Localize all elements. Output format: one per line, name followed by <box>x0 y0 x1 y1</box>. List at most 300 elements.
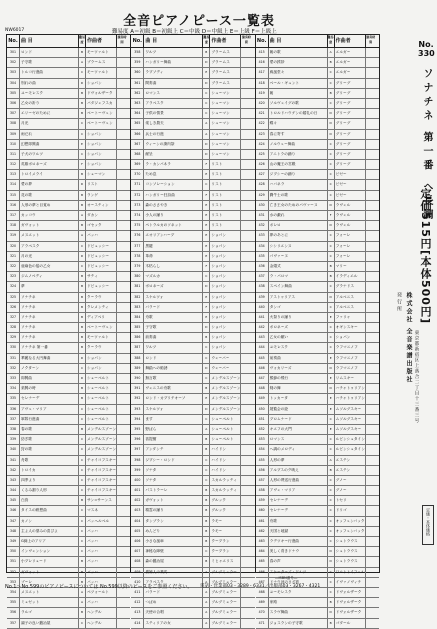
difficulty: C <box>203 466 210 475</box>
row-number: 448 <box>256 384 269 393</box>
difficulty: B <box>79 48 86 57</box>
difficulty: C <box>79 119 86 128</box>
row-number: 391 <box>131 384 144 393</box>
difficulty: E <box>203 313 210 322</box>
row-number: 441 <box>256 313 269 322</box>
row-number: 334 <box>7 384 20 393</box>
piece-title: 朝の歌 <box>269 48 328 57</box>
row-number: 407 <box>131 547 144 556</box>
row-number: 399 <box>131 466 144 475</box>
table-row <box>7 537 130 547</box>
duration <box>366 476 376 485</box>
composer: サティ <box>86 272 117 281</box>
table-row <box>131 303 254 313</box>
piece-title: 月の光 <box>20 252 79 261</box>
row-number: 340 <box>7 445 20 454</box>
column-header: 曲 目 <box>144 35 203 47</box>
piece-title: 人形の夢と目覚め <box>20 201 79 210</box>
column-header: 難易度 <box>79 35 86 47</box>
composer: グノー <box>335 486 366 495</box>
difficulty: D <box>328 293 335 302</box>
difficulty: C <box>328 415 335 424</box>
row-number: 311 <box>7 150 20 159</box>
table-row <box>7 557 130 567</box>
table-row <box>7 415 130 425</box>
difficulty: F <box>203 262 210 271</box>
table-row <box>131 48 254 58</box>
composer: ファリャ <box>335 313 366 322</box>
composer: リスト <box>210 170 241 179</box>
composer: ウェーバー <box>210 364 241 373</box>
difficulty: B <box>79 272 86 281</box>
composer: ショパン <box>86 130 117 139</box>
difficulty: B <box>328 58 335 67</box>
difficulty: C <box>203 109 210 118</box>
row-number: 393 <box>131 405 144 414</box>
table-row <box>256 506 379 516</box>
piece-title: 春の歌 <box>20 425 79 434</box>
piece-title: 舟歌 <box>269 517 328 526</box>
difficulty: B <box>203 445 210 454</box>
row-number: 400 <box>131 476 144 485</box>
duration <box>117 68 127 77</box>
row-number: 320 <box>7 242 20 251</box>
row-number: 396 <box>131 435 144 444</box>
row-number: 446 <box>256 364 269 373</box>
page-title: 全音ピアノピース一覧表 <box>123 14 275 29</box>
duration <box>366 282 376 291</box>
difficulty: F <box>203 303 210 312</box>
row-number: 382 <box>131 293 144 302</box>
row-number: 327 <box>7 313 20 322</box>
table-row <box>131 384 254 394</box>
difficulty: A <box>203 119 210 128</box>
difficulty: C <box>79 456 86 465</box>
piece-title: ロマンス <box>269 435 328 444</box>
piece-title: バラード <box>144 303 203 312</box>
table-row <box>131 221 254 231</box>
piece-title: アンダンテ <box>144 445 203 454</box>
duration <box>241 252 251 261</box>
composer: バッハ <box>86 568 117 577</box>
difficulty: B <box>79 313 86 322</box>
table-row <box>256 323 379 333</box>
composer: メンデルスゾーン <box>86 425 117 434</box>
duration <box>366 191 376 200</box>
piece-title: カッコウ <box>20 211 79 220</box>
table-row <box>7 170 130 180</box>
duration <box>366 323 376 332</box>
table-row <box>7 109 130 119</box>
duration <box>117 354 127 363</box>
row-number: 418 <box>256 79 269 88</box>
piece-title: エリーゼのために <box>20 109 79 118</box>
composer: シューベルト <box>86 384 117 393</box>
row-number: 368 <box>131 150 144 159</box>
table-row <box>7 486 130 496</box>
column-header: No. <box>7 35 20 47</box>
table-row <box>256 231 379 241</box>
composer: シューマン <box>86 170 117 179</box>
piece-title: ソナタ <box>144 466 203 475</box>
difficulty: D <box>328 221 335 230</box>
composer: ミヒャエリス <box>210 557 241 566</box>
table-row <box>256 364 379 374</box>
table-row <box>131 119 254 129</box>
duration <box>366 58 376 67</box>
piece-title: セレナーデ <box>269 496 328 505</box>
piece-title: タイスの瞑想曲 <box>20 506 79 515</box>
composer: グリーグ <box>335 130 366 139</box>
piece-title: キエフの大門 <box>269 425 328 434</box>
row-number: 319 <box>7 231 20 240</box>
difficulty: E <box>203 252 210 261</box>
piece-title: スティリアの女 <box>144 619 203 628</box>
duration <box>241 303 251 312</box>
difficulty: A <box>203 130 210 139</box>
column-header: 曲 目 <box>269 35 328 47</box>
difficulty: D <box>328 384 335 393</box>
composer: ブルグミュラー <box>210 578 241 587</box>
composer: フォーレ <box>335 252 366 261</box>
composer: バッハ <box>86 547 117 556</box>
table-row <box>256 343 379 353</box>
duration <box>117 435 127 444</box>
composer: エステン <box>335 466 366 475</box>
table-row <box>131 608 254 618</box>
composer: リムスキー <box>335 374 366 383</box>
duration <box>241 374 251 383</box>
row-number: 321 <box>7 252 20 261</box>
difficulty: D <box>203 323 210 332</box>
duration <box>366 231 376 240</box>
row-number: 315 <box>7 191 20 200</box>
piece-title: ソナチネ <box>20 313 79 322</box>
difficulty: D <box>79 374 86 383</box>
difficulty: C <box>328 537 335 546</box>
piece-title: スペイン舞曲 <box>269 282 328 291</box>
piece-title: ミュゼット <box>20 598 79 607</box>
table-row <box>131 313 254 323</box>
duration <box>366 99 376 108</box>
table-row <box>131 89 254 99</box>
table-row <box>7 99 130 109</box>
difficulty: C <box>79 405 86 414</box>
duration <box>366 374 376 383</box>
composer: ショパン <box>210 333 241 342</box>
duration <box>366 527 376 536</box>
piece-title: 楽しき農夫 <box>144 119 203 128</box>
piece-title: カノン <box>20 517 79 526</box>
row-number: 341 <box>7 456 20 465</box>
table-row <box>7 201 130 211</box>
duration <box>117 619 127 628</box>
duration <box>366 445 376 454</box>
difficulty: B <box>79 191 86 200</box>
row-number: 419 <box>256 89 269 98</box>
composer: ハチャトゥリアン <box>335 384 366 393</box>
piece-title: 前奏曲 <box>144 333 203 342</box>
table-header <box>131 35 254 48</box>
duration <box>117 608 127 617</box>
table-row <box>131 598 254 608</box>
column-header: No. <box>256 35 269 47</box>
table-row <box>7 547 130 557</box>
table-row <box>256 445 379 455</box>
row-number: 310 <box>7 140 20 149</box>
difficulty: E <box>328 405 335 414</box>
composer: フォーレ <box>335 242 366 251</box>
row-number: 404 <box>131 517 144 526</box>
duration <box>241 619 251 628</box>
table-row <box>7 323 130 333</box>
row-number: 395 <box>131 425 144 434</box>
composer: ドヴォルザーク <box>335 608 366 617</box>
composer: クーラウ <box>86 293 117 302</box>
table-row <box>7 354 130 364</box>
composer: ラヴェル <box>335 211 366 220</box>
duration <box>117 547 127 556</box>
piece-title: 花の歌 <box>20 191 79 200</box>
piece-title: 火祭りの踊り <box>269 313 328 322</box>
row-number: 424 <box>256 140 269 149</box>
piece-title: ソナタ <box>144 476 203 485</box>
table-row <box>256 608 379 618</box>
duration <box>117 242 127 251</box>
row-number: 305 <box>7 89 20 98</box>
difficulty: C <box>328 333 335 342</box>
table-row <box>256 476 379 486</box>
row-number: 372 <box>131 191 144 200</box>
piece-title: アラベスク <box>144 578 203 587</box>
row-number: 470 <box>256 608 269 617</box>
row-number: 462 <box>256 527 269 536</box>
table-row <box>131 58 254 68</box>
composer: ショパン <box>210 343 241 352</box>
duration <box>117 79 127 88</box>
row-number: 398 <box>131 456 144 465</box>
difficulty: C <box>328 496 335 505</box>
table-header <box>7 35 130 48</box>
table-row <box>131 537 254 547</box>
row-number: 428 <box>256 180 269 189</box>
row-number: 367 <box>131 140 144 149</box>
piece-title: スラヴ舞曲 <box>269 608 328 617</box>
table-row <box>7 242 130 252</box>
column-header: 演奏時間 <box>366 35 376 44</box>
price-vertical: 定価515円[本体500円] <box>419 188 432 324</box>
composer: ラヴェル <box>335 221 366 230</box>
composer: ラヴェル <box>335 201 366 210</box>
row-number: 352 <box>7 568 20 577</box>
difficulty: C <box>328 527 335 536</box>
composer: バッハ <box>86 598 117 607</box>
column-header: 難易度 <box>328 35 335 47</box>
piece-title: 野ばら <box>144 425 203 434</box>
row-number: 356 <box>7 608 20 617</box>
table-row <box>7 130 130 140</box>
table-row <box>7 456 130 466</box>
table-row <box>256 68 379 78</box>
table-row <box>7 68 130 78</box>
table-row <box>256 140 379 150</box>
composer: ドビュッシー <box>86 242 117 251</box>
piece-title: アヴェ・マリア <box>269 486 328 495</box>
duration <box>366 384 376 393</box>
duration <box>117 394 127 403</box>
composer: グリーグ <box>335 109 366 118</box>
row-number: 344 <box>7 486 20 495</box>
duration <box>366 252 376 261</box>
duration <box>241 608 251 617</box>
column-header: No. <box>131 35 144 47</box>
table-row <box>131 201 254 211</box>
difficulty: B <box>328 262 335 271</box>
difficulty: A <box>203 598 210 607</box>
duration <box>117 374 127 383</box>
piece-title: 主よ人の望みの喜びよ <box>20 527 79 536</box>
table-row <box>131 191 254 201</box>
piece-title: アラベスク <box>144 99 203 108</box>
composer: ドヴォルザーク <box>335 588 366 597</box>
duration <box>366 89 376 98</box>
piece-title: ガヴォット <box>20 568 79 577</box>
composer: クープラン <box>210 547 241 556</box>
difficulty: D <box>203 150 210 159</box>
duration <box>117 364 127 373</box>
column-header: 演奏時間 <box>241 35 251 44</box>
table-row <box>256 160 379 170</box>
table-row <box>7 262 130 272</box>
difficulty: C <box>328 231 335 240</box>
composer: ブルグミュラー <box>210 598 241 607</box>
duration <box>117 221 127 230</box>
composer: ムソルグスキー <box>335 415 366 424</box>
composer: ショパン <box>210 313 241 322</box>
duration <box>117 191 127 200</box>
row-number: 434 <box>256 242 269 251</box>
row-number: 302 <box>7 58 20 67</box>
row-number: 410 <box>131 578 144 587</box>
duration <box>241 557 251 566</box>
piece-title: G線上のアリア <box>20 537 79 546</box>
piece-title: ラルゴ <box>20 608 79 617</box>
table-row <box>256 547 379 557</box>
table-row <box>7 343 130 353</box>
difficulty: B <box>79 568 86 577</box>
duration <box>366 293 376 302</box>
table-row <box>256 293 379 303</box>
footnote: No.1～No.599のピアノピースについては No.599以降のピースをご参照ください。 <box>5 584 193 590</box>
duration <box>241 221 251 230</box>
piece-number-label <box>418 40 434 58</box>
duration <box>117 48 127 57</box>
table-row <box>131 180 254 190</box>
row-number: 353 <box>7 578 20 587</box>
row-number: 330 <box>7 343 20 352</box>
difficulty: B <box>203 384 210 393</box>
piece-title: 闘牛士の歌 <box>269 191 328 200</box>
duration <box>366 242 376 251</box>
composer: ショパン <box>86 160 117 169</box>
row-number: 333 <box>7 374 20 383</box>
row-number: 323 <box>7 272 20 281</box>
difficulty: B <box>203 517 210 526</box>
difficulty: C <box>328 150 335 159</box>
duration <box>117 486 127 495</box>
piece-title: ブーレ <box>20 578 79 587</box>
piece-title: ウィーンの謝肉祭 <box>144 140 203 149</box>
difficulty: C <box>328 506 335 515</box>
composer: エステン <box>335 456 366 465</box>
piece-title: ハンガリー舞曲 <box>144 58 203 67</box>
difficulty: C <box>328 486 335 495</box>
duration <box>366 109 376 118</box>
row-number: 426 <box>256 160 269 169</box>
piece-title: つばめ <box>144 598 203 607</box>
difficulty: D <box>203 282 210 291</box>
duration <box>117 425 127 434</box>
difficulty: A <box>79 211 86 220</box>
piece-title: 子守歌 <box>20 58 79 67</box>
piece-title: 亜麻色の髪の乙女 <box>20 262 79 271</box>
table-row <box>131 231 254 241</box>
table-row <box>7 364 130 374</box>
table-row <box>256 354 379 364</box>
table-row <box>131 272 254 282</box>
column-header: 曲 目 <box>20 35 79 47</box>
table-row <box>7 293 130 303</box>
composer: ブルグミュラー <box>210 588 241 597</box>
table-row <box>7 119 130 129</box>
table-row <box>256 242 379 252</box>
duration <box>117 303 127 312</box>
composer: ワルトトイフェル <box>335 568 366 577</box>
row-number: 385 <box>131 323 144 332</box>
composer: グノー <box>335 476 366 485</box>
piece-title: 人形の葬送行進曲 <box>269 476 328 485</box>
piece-title: 舟歌 <box>20 456 79 465</box>
composer: ドヴォルザーク <box>86 89 117 98</box>
duration <box>241 445 251 454</box>
duration <box>366 201 376 210</box>
table-row <box>7 191 130 201</box>
difficulty: D <box>328 547 335 556</box>
piece-title: ポロネーズ <box>144 282 203 291</box>
table-row <box>7 506 130 516</box>
piece-title: ジョスランの子守歌 <box>269 619 328 628</box>
table-row <box>131 160 254 170</box>
duration <box>241 79 251 88</box>
composer: シューベルト <box>86 405 117 414</box>
table-row <box>256 374 379 384</box>
difficulty: C <box>203 89 210 98</box>
composer: ブラームス <box>210 68 241 77</box>
difficulty: B <box>203 435 210 444</box>
duration <box>366 415 376 424</box>
composer: グリーグ <box>335 150 366 159</box>
piece-table <box>130 34 254 625</box>
piece-title: コンソレーション <box>144 180 203 189</box>
composer: パッヘルベル <box>86 517 117 526</box>
duration <box>241 415 251 424</box>
difficulty: D <box>328 119 335 128</box>
piece-title: ペトラルカのソネット <box>144 221 203 230</box>
row-number: 337 <box>7 415 20 424</box>
piece-title: バラード <box>144 588 203 597</box>
difficulty: E <box>203 221 210 230</box>
piece-title: 精霊の踊り <box>144 506 203 515</box>
